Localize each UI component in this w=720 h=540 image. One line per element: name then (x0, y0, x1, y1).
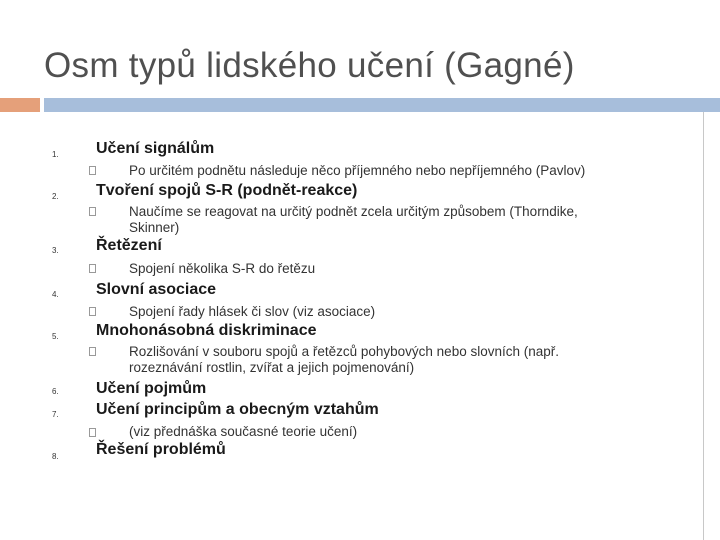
item-description: Po určitém podnětu následuje něco příjemného nebo nepříjemného (Pavlov) (129, 163, 586, 178)
item-number: 7. (52, 410, 59, 419)
item-description: Naučíme se reagovat na určitý podnět zcela určitým způsobem (Thorndike, (129, 204, 578, 219)
item-description: rozeznávání rostlin, zvířat a jejich pojmenování) (129, 360, 415, 375)
item-number: 3. (52, 246, 59, 255)
bullet-icon (89, 428, 96, 437)
slide-title: Osm typů lidského učení (Gagné) (44, 46, 575, 85)
item-description: Skinner) (129, 220, 180, 235)
item-label: Učení pojmům (96, 380, 207, 397)
item-number: 6. (52, 387, 59, 396)
item-label: Učení signálům (96, 140, 215, 157)
item-label: Řetězení (96, 237, 162, 254)
item-description: (viz přednáška současné teorie učení) (129, 424, 358, 439)
item-label: Učení principům a obecným vztahům (96, 401, 379, 418)
item-description: Rozlišování v souboru spojů a řetězců pohybových nebo slovních (např. (129, 344, 559, 359)
item-number: 2. (52, 192, 59, 201)
item-label: Mnohonásobná diskriminace (96, 322, 317, 339)
bullet-icon (89, 264, 96, 273)
item-number: 1. (52, 150, 59, 159)
bullet-icon (89, 166, 96, 175)
item-number: 5. (52, 332, 59, 341)
item-number: 8. (52, 452, 59, 461)
accent-vertical-line (703, 112, 704, 540)
item-label: Tvoření spojů S-R (podnět-reakce) (96, 182, 358, 199)
item-description: Spojení několika S-R do řetězu (129, 261, 316, 276)
item-label: Slovní asociace (96, 281, 217, 298)
accent-bar-orange (0, 98, 40, 112)
bullet-icon (89, 207, 96, 216)
item-description: Spojení řady hlásek či slov (viz asociace) (129, 304, 376, 319)
accent-bar-blue (44, 98, 720, 112)
item-label: Řešení problémů (96, 441, 226, 458)
item-number: 4. (52, 290, 59, 299)
bullet-icon (89, 347, 96, 356)
bullet-icon (89, 307, 96, 316)
